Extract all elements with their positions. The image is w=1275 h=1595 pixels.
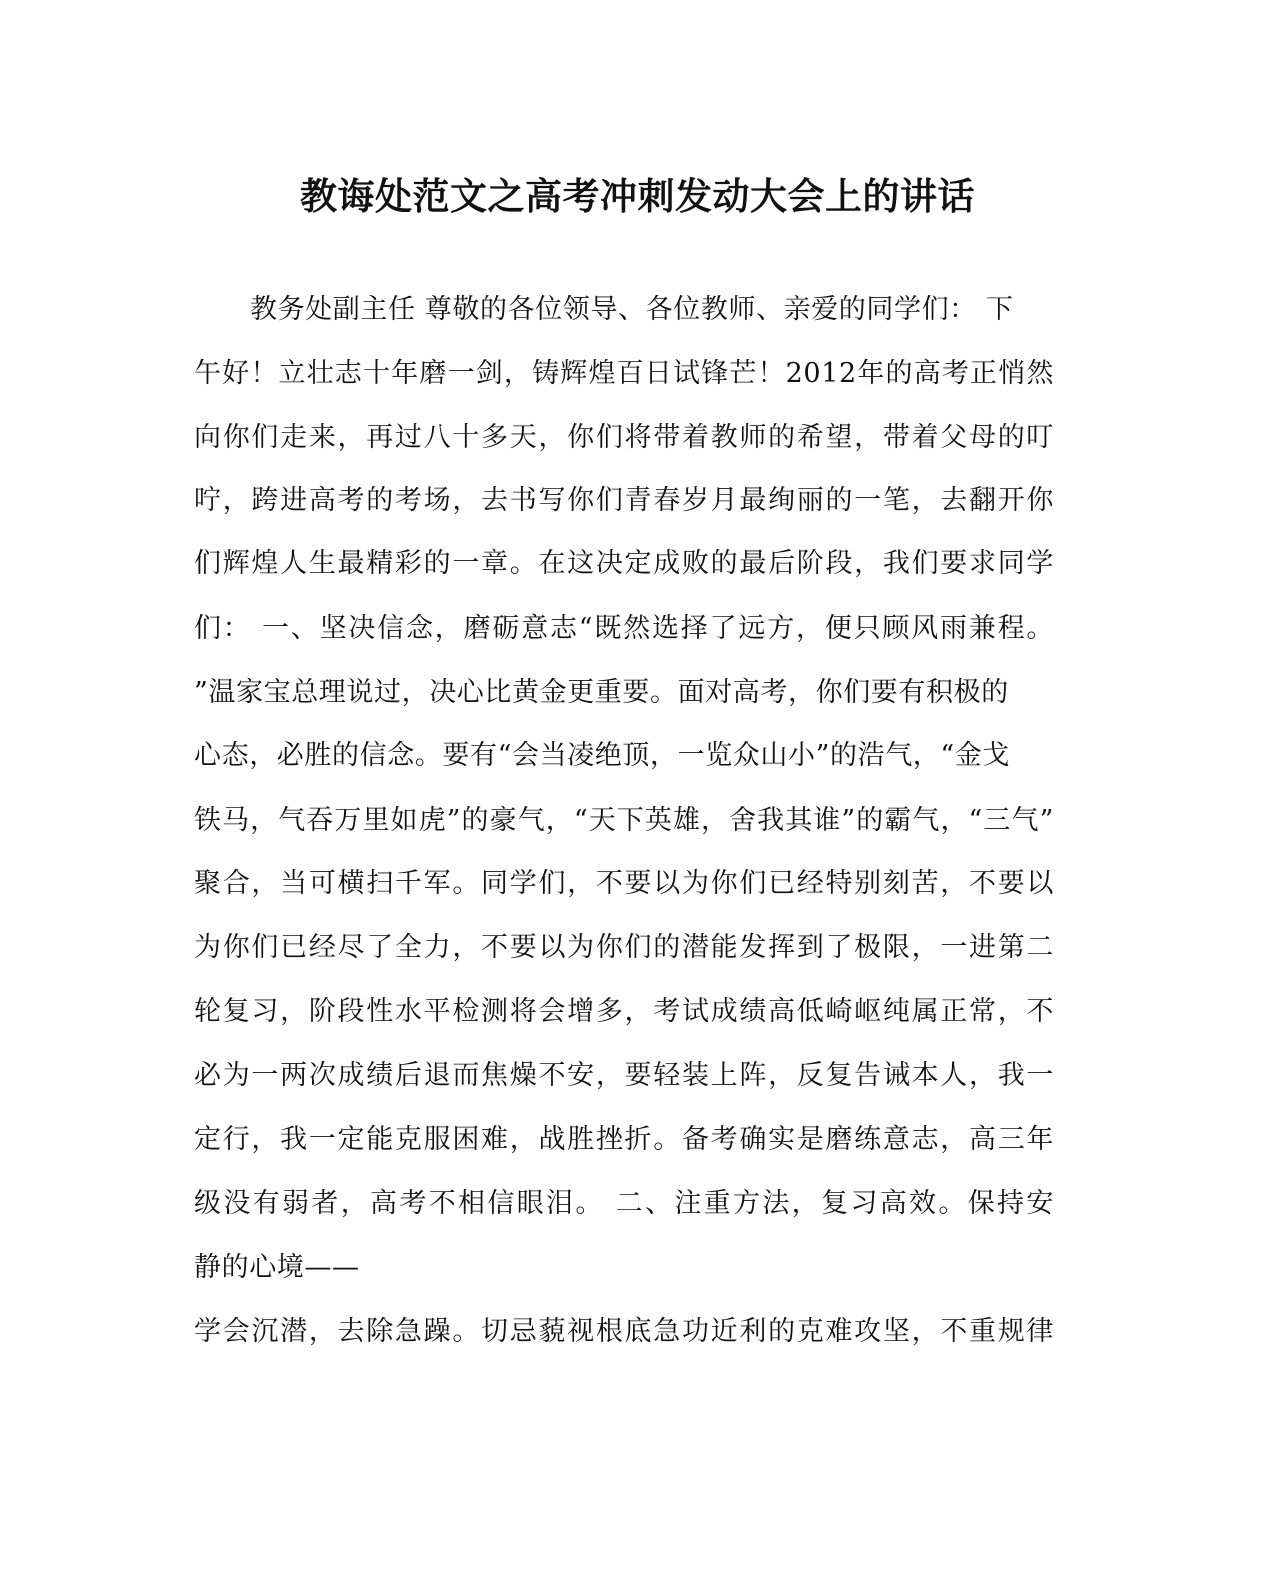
body-line: 心态，必胜的信念。要有“会当凌绝顶，一览众山小”的浩气，“金戈 <box>194 740 1011 771</box>
body-line: ”温家宝总理说过，决心比黄金更重要。面对高考，你们要有积极的 <box>194 677 1009 708</box>
body-line: 们： 一、坚决信念，磨砺意志“既然选择了远方，便只顾风雨兼程。 <box>194 613 1054 644</box>
document-title: 教诲处范文之高考冲刺发动大会上的讲话 <box>300 175 975 218</box>
body-line: 们辉煌人生最精彩的一章。在这决定成败的最后阶段，我们要求同学 <box>194 548 1054 579</box>
body-line: 级没有弱者，高考不相信眼泪。 二、注重方法，复习高效。保持安 <box>194 1188 1054 1219</box>
body-line: 必为一两次成绩后退而焦燥不安，要轻装上阵，反复告诫本人，我一 <box>194 1060 1054 1091</box>
body-line: 午好！立壮志十年磨一剑，铸辉煌百日试锋芒！2012年的高考正悄然 <box>194 358 1054 389</box>
body-line: 铁马，气吞万里如虎”的豪气，“天下英雄，舍我其谁”的霸气，“三气” <box>194 805 1054 836</box>
body-line: 学会沉潜，去除急躁。切忌藐视根底急功近利的克难攻坚，不重规律 <box>194 1316 1054 1347</box>
body-line: 聚合，当可横扫千军。同学们，不要以为你们已经特别刻苦，不要以 <box>194 868 1054 899</box>
body-line: 静的心境—— <box>194 1252 360 1283</box>
body-line: 教务处副主任 尊敬的各位领导、各位教师、亲爱的同学们： 下 <box>250 294 1014 325</box>
body-line: 咛，跨进高考的考场，去书写你们青春岁月最绚丽的一笔，去翻开你 <box>194 485 1054 516</box>
body-line: 向你们走来，再过八十多天，你们将带着教师的希望，带着父母的叮 <box>194 422 1054 453</box>
body-line: 定行，我一定能克服困难，战胜挫折。备考确实是磨练意志，高三年 <box>194 1124 1054 1155</box>
body-line: 为你们已经尽了全力，不要以为你们的潜能发挥到了极限，一进第二 <box>194 932 1054 963</box>
body-line: 轮复习，阶段性水平检测将会增多，考试成绩高低崎岖纯属正常，不 <box>194 996 1054 1027</box>
